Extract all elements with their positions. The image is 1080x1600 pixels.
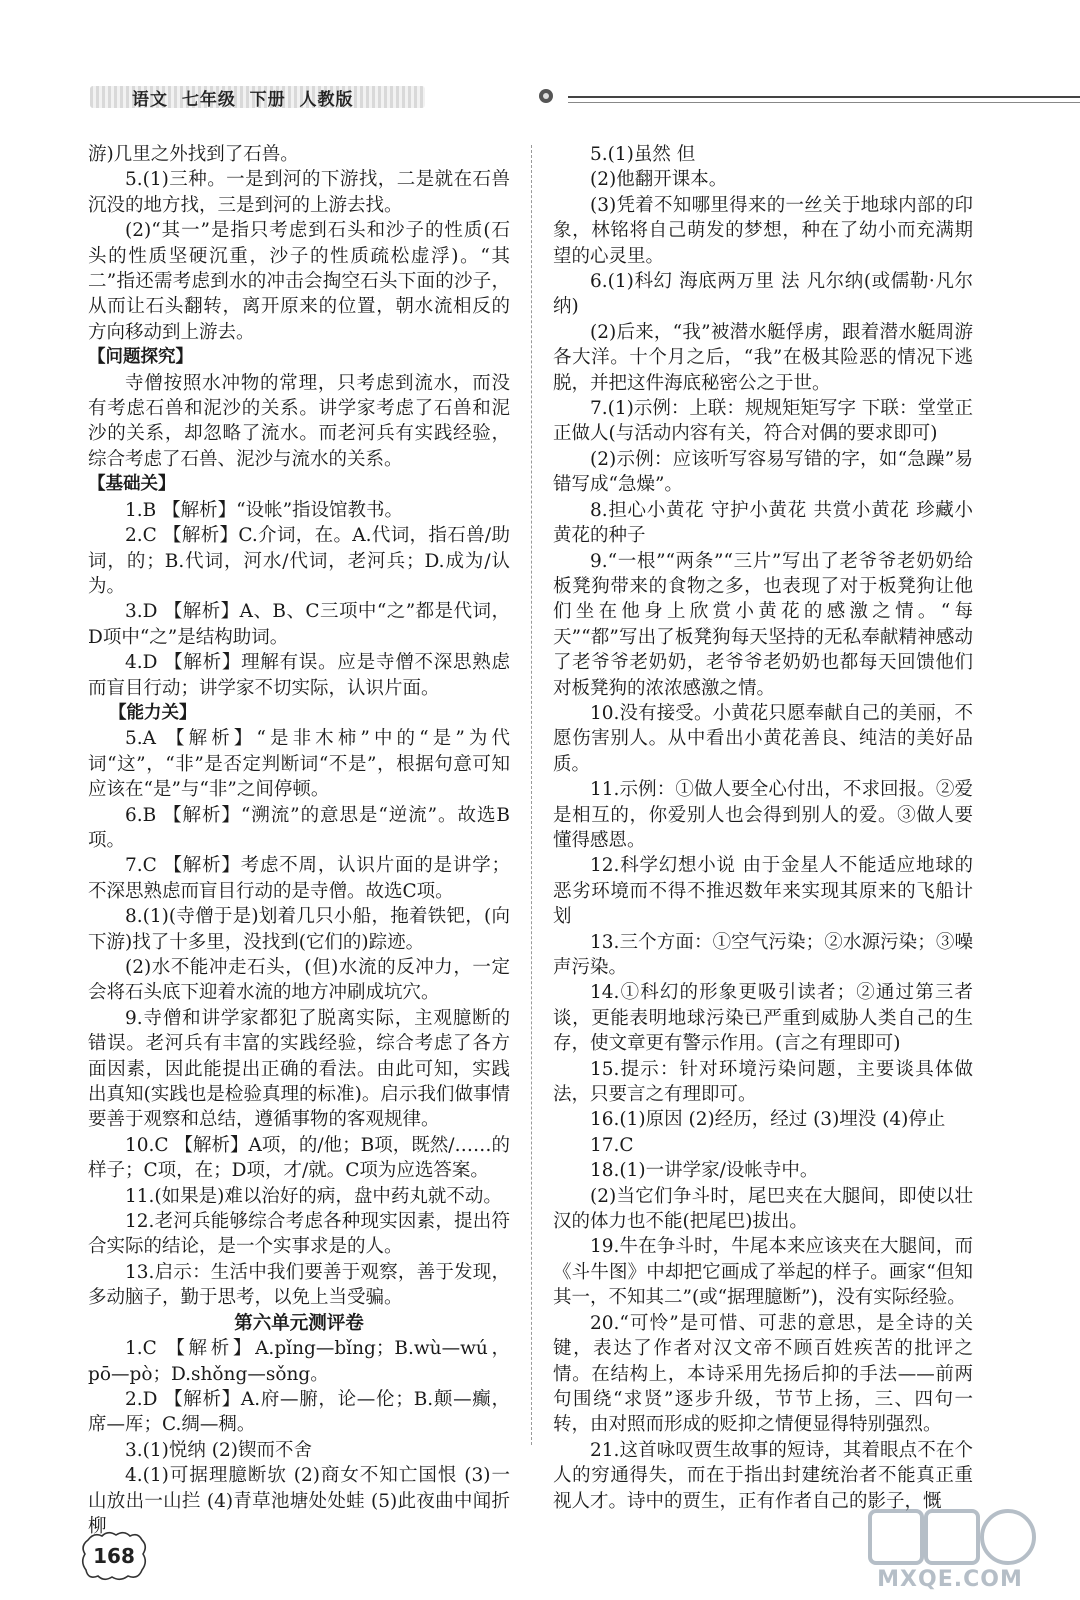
right-paragraph: (2)当它们争斗时，尾巴夹在大腿间，即使以壮汉的体力也不能(把尾巴)拔出。 [553, 1185, 973, 1233]
left-paragraph: 【能力关】 [109, 702, 197, 723]
left-paragraph: 寺僧按照水冲物的常理，只考虑到流水，而没有考虑石兽和泥沙的关系。讲学家考虑了石兽和泥沙的关系，却忽略了流水。而老河兵有实践经验，综合考虑了石兽、泥沙与流水的关系。 [88, 372, 510, 470]
left-paragraph: 1.C 【解析】A.pǐng—bǐng；B.wù—wú，pō—pò；D.shǒng—sǒng。 [88, 1338, 510, 1385]
right-paragraph: 7.(1)示例：上联：规规矩矩写字 下联：堂堂正正做人(与活动内容有关，符合对偶的要求即可) [553, 398, 973, 445]
left-paragraph: 游)几里之外找到了石兽。 [88, 144, 299, 165]
right-paragraph: (2)后来，“我”被潜水艇俘虏，跟着潜水艇周游各大洋。十个月之后，“我”在极其险恶的情况下逃脱，并把这件海底秘密公之于世。 [553, 321, 973, 394]
header-rule [568, 96, 1080, 98]
right-paragraph: 10.没有接受。小黄花只愿奉献自己的美丽，不愿伤害别人。从中看出小黄花善良、纯洁的美好品质。 [553, 702, 973, 775]
left-paragraph: 7.C 【解析】考虑不周，认识片面的是讲学；不深思熟虑而盲目行动的是寺僧。故选C项。 [88, 855, 510, 902]
left-paragraph: 12.老河兵能够综合考虑各种现实因素，提出符合实际的结论，是一个实事求是的人。 [88, 1211, 510, 1258]
right-paragraph: 9.“一根”“两条”“三片”写出了老爷爷老奶奶给板凳狗带来的食物之多，也表现了对于板凳狗让他们坐在他身上欣赏小黄花的感激之情。“每天”“都”写出了板凳狗每天坚持的无私奉献精神感动了老爷爷老奶奶，老爷爷老奶奶也都每天回馈他们对板凳狗的浓浓感激之情。 [553, 550, 973, 699]
right-paragraph: 18.(1)一讲学家/设帐寺中。 [590, 1160, 819, 1182]
right-paragraph: 13.三个方面：①空气污染；②水源污染；③噪声污染。 [553, 931, 973, 978]
watermark-logo-icon [850, 1505, 1050, 1569]
left-paragraph: 5.(1)三种。一是到河的下游找，二是就在石兽沉没的地方找，三是到河的上游去找。 [88, 169, 510, 216]
right-paragraph: 15.提示：针对环境污染问题，主要谈具体做法，只要言之有理即可。 [553, 1058, 973, 1106]
header-rule-thin [568, 102, 1080, 103]
column-divider [531, 145, 532, 1445]
right-column [553, 142, 973, 1514]
right-paragraph: 11.示例：①做人要全心付出，不求回报。②爱是相互的，你爱别人也会得到别人的爱。③做人要懂得感恩。 [553, 779, 973, 851]
left-paragraph: 13.启示：生活中我们要善于观察，善于发现，多动脑子，勤于思考，以免上当受骗。 [88, 1261, 510, 1309]
left-paragraph: 2.D 【解析】A.府—腑，论—伦；B.颠—癫，席—厍；C.绸—稠。 [88, 1388, 510, 1436]
left-paragraph: 5.A 【解析】“是非木柿”中的“是”为代词“这”，“非”是否定判断词“不是”，根据句意可知应该在“是”与“非”之间停顿。 [88, 728, 510, 801]
left-paragraph: 第六单元测评卷 [234, 1312, 364, 1334]
right-paragraph: 21.这首咏叹贾生故事的短诗，其着眼点不在个人的穷通得失，而在于指出封建统治者不能真正重视人才。诗中的贾生，正有作者自己的影子，慨 [553, 1439, 973, 1512]
left-paragraph: 2.C 【解析】C.介词，在。A.代词，指石兽/助词，的；B.代词，河水/代词，老河兵；D.成为/认为。 [88, 525, 510, 597]
right-paragraph: (2)他翻开课本。 [590, 169, 728, 191]
right-paragraph: 14.①科幻的形象更吸引读者；②通过第三者谈，更能表明地球污染已严重到威胁人类自己的生存，使文章更有警示作用。(言之有理即可) [553, 982, 973, 1055]
page-number: 168 [93, 1544, 135, 1568]
left-paragraph: 11.(如果是)难以治好的病，盘中药丸就不动。 [125, 1185, 502, 1207]
left-paragraph: 【问题探究】 [88, 347, 193, 368]
right-paragraph: 20.“可怜”是可惜、可悲的意思，是全诗的关键，表达了作者对汉文帝不顾百姓疾苦的批评之情。在结构上，本诗采用先扬后抑的手法——前两句围绕“求贤”逐步升级，节节上扬，三、四句一转，由对照而形成的贬抑之情便显得特别强烈。 [553, 1312, 973, 1436]
right-paragraph: 6.(1)科幻 海底两万里 法 凡尔纳(或儒勒·凡尔纳) [553, 271, 973, 318]
right-paragraph: (3)凭着不知哪里得来的一丝关于地球内部的印象，林铭将自己萌发的梦想，种在了幼小而充满期望的心灵里。 [553, 194, 973, 267]
page-number-badge [80, 1530, 148, 1582]
header-title: 语文 七年级 下册 人教版 [132, 90, 354, 110]
left-column [88, 142, 510, 1539]
right-paragraph: 16.(1)原因 (2)经历，经过 (3)埋没 (4)停止 [590, 1109, 946, 1131]
right-paragraph: 8.担心小黄花 守护小黄花 共赏小黄花 珍藏小黄花的种子 [553, 499, 973, 547]
left-paragraph: 8.(1)(寺僧于是)划着几只小船，拖着铁钯，(向下游)找了十多里，没找到(它们的)踪迹。 [88, 906, 510, 953]
left-paragraph: 3.D 【解析】A、B、C三项中“之”都是代词，D项中“之”是结构助词。 [88, 601, 510, 648]
right-paragraph: 5.(1)虽然 但 [590, 144, 696, 165]
right-paragraph: (2)示例：应该听写容易写错的字，如“急躁”易错写成“急燥”。 [553, 448, 973, 496]
flower-icon [538, 88, 554, 104]
left-paragraph: (2)水不能冲走石头，(但)水流的反冲力，一定会将石头底下迎着水流的地方冲刷成坑穴。 [88, 957, 510, 1004]
right-paragraph: 19.牛在争斗时，牛尾本来应该夹在大腿间，而《斗牛图》中却把它画成了举起的样子。画家“但知其一，不知其二”(或“据理臆断”)，没有实际经验。 [553, 1236, 973, 1309]
left-paragraph: 6.B 【解析】“溯流”的意思是“逆流”。故选B项。 [88, 804, 510, 851]
left-paragraph: 1.B 【解析】“设帐”指设馆教书。 [125, 499, 404, 521]
page-header [90, 80, 990, 120]
watermark [850, 1505, 1050, 1595]
left-paragraph: 3.(1)悦纳 (2)锲而不舍 [125, 1439, 312, 1461]
left-paragraph: 4.(1)可据理臆断欤 (2)商女不知亡国恨 (3)一山放出一山拦 (4)青草池塘处处蛙 (5)此夜曲中闻折柳 [88, 1465, 510, 1537]
left-paragraph: 【基础关】 [88, 474, 176, 495]
right-paragraph: 17.C [590, 1134, 634, 1156]
right-paragraph: 12.科学幻想小说 由于金星人不能适应地球的恶劣环境而不得不推迟数年来实现其原来的飞船计划 [553, 855, 973, 928]
left-paragraph: 4.D 【解析】理解有误。应是寺僧不深思熟虑而盲目行动；讲学家不切实际，认识片面。 [88, 652, 510, 699]
left-paragraph: 10.C 【解析】A项，的/他；B项，既然/……的样子；C项，在；D项，才/就。C项为应选答案。 [88, 1134, 510, 1182]
watermark-site: MXQE.COM [877, 1567, 1023, 1592]
left-paragraph: 9.寺僧和讲学家都犯了脱离实际，主观臆断的错误。老河兵有丰富的实践经验，综合考虑了各方面因素，因此能提出正确的看法。由此可知，实践出真知(实践也是检验真理的标准)。启示我们做事情要善于观察和总结，遵循事物的客观规律。 [88, 1007, 510, 1131]
left-paragraph: (2)“其一”是指只考虑到石头和沙子的性质(石头的性质坚硬沉重，沙子的性质疏松虚浮)。“其二”指还需考虑到水的冲击会掏空石头下面的沙子，从而让石头翻转，离开原来的位置，朝水流相反的方向移动到上游去。 [88, 220, 510, 343]
